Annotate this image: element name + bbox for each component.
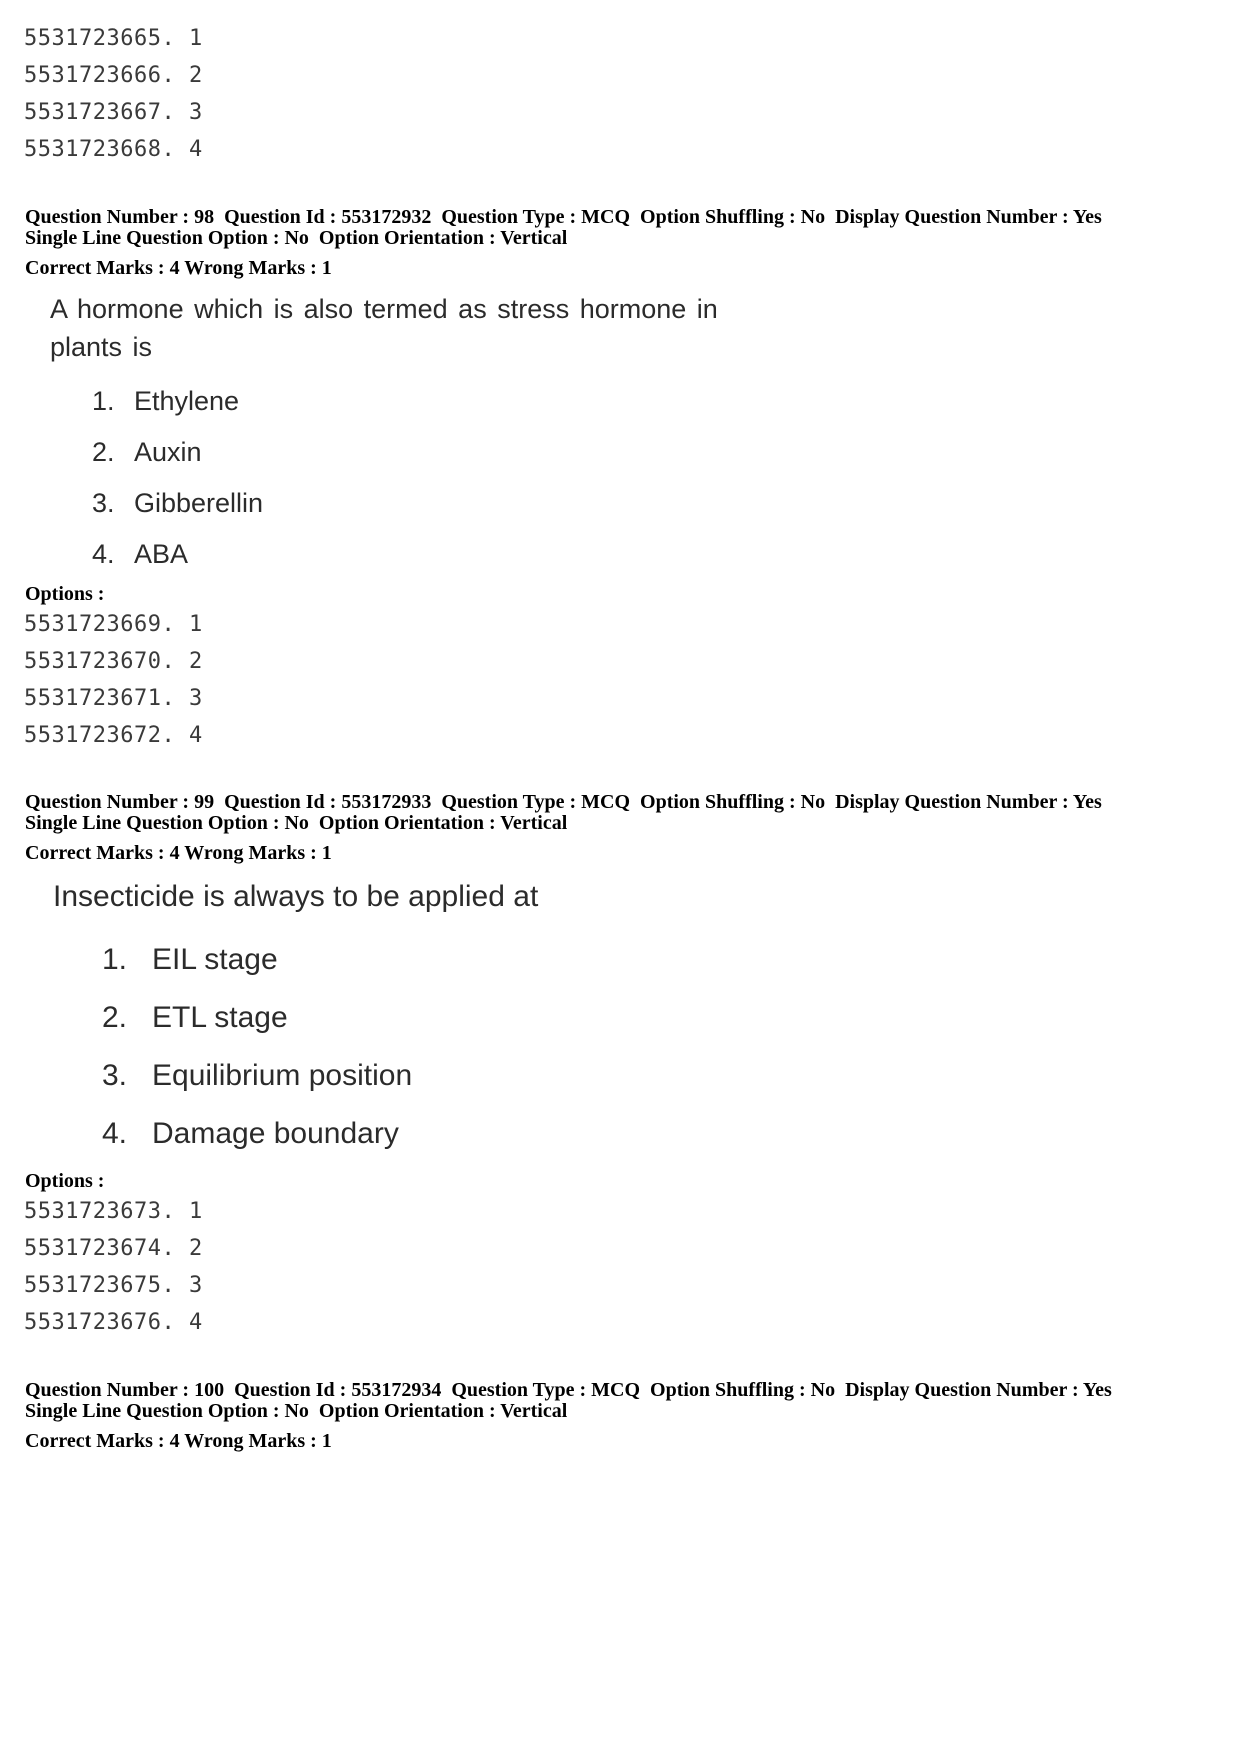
option-id-line: 5531723667. 3 bbox=[24, 100, 203, 125]
choice-text: Gibberellin bbox=[134, 488, 264, 518]
q99-choice bbox=[102, 931, 753, 989]
q98-choice-list bbox=[92, 376, 770, 580]
q99-choice bbox=[102, 1047, 753, 1105]
choice-number: 3. bbox=[102, 1059, 128, 1092]
q99-options-label: Options : bbox=[25, 1170, 105, 1192]
q98-options bbox=[24, 606, 203, 754]
option-id-line: 5531723666. 2 bbox=[24, 63, 203, 88]
q98-choice bbox=[92, 478, 770, 529]
option-id-line: 5531723671. 3 bbox=[24, 686, 203, 711]
q99-choice bbox=[102, 989, 753, 1047]
option-id-line: 5531723676. 4 bbox=[24, 1310, 203, 1335]
choice-text: Auxin bbox=[134, 437, 202, 467]
q99-meta-line1: Question Number : 99 Question Id : 553172933 Question Type : MCQ Option Shuffling : No Display Question Number : Yes bbox=[25, 791, 1102, 813]
option-id-line: 5531723665. 1 bbox=[24, 26, 203, 51]
q98-choice bbox=[92, 427, 770, 478]
choice-text: Damage boundary bbox=[152, 1117, 399, 1150]
q98-choice bbox=[92, 529, 770, 580]
q100-marks: Correct Marks : 4 Wrong Marks : 1 bbox=[25, 1430, 332, 1452]
choice-text: ETL stage bbox=[152, 1001, 288, 1034]
q98-metadata bbox=[25, 207, 1102, 249]
q100-meta-line2: Single Line Question Option : No Option Orientation : Vertical bbox=[25, 1400, 568, 1422]
option-id-line: 5531723674. 2 bbox=[24, 1236, 203, 1261]
q99-choice-list bbox=[102, 931, 753, 1163]
choice-text: EIL stage bbox=[152, 943, 278, 976]
option-id-line: 5531723670. 2 bbox=[24, 649, 203, 674]
q100-meta-line1: Question Number : 100 Question Id : 553172934 Question Type : MCQ Option Shuffling : No Display Question Number : Yes bbox=[25, 1379, 1112, 1401]
q100-metadata bbox=[25, 1380, 1112, 1422]
q99-metadata bbox=[25, 792, 1102, 834]
q99-question-stem: Insecticide is always to be applied at bbox=[53, 880, 539, 913]
option-id-line: 5531723675. 3 bbox=[24, 1273, 203, 1298]
choice-number: 2. bbox=[92, 437, 115, 467]
choice-number: 2. bbox=[102, 1001, 128, 1034]
previous-question-options bbox=[24, 20, 203, 168]
q98-question-stem: A hormone which is also termed as stress hormone in plants is bbox=[50, 294, 718, 362]
choice-text: Ethylene bbox=[134, 386, 240, 416]
choice-number: 4. bbox=[102, 1117, 128, 1150]
q98-choice bbox=[92, 376, 770, 427]
q98-marks: Correct Marks : 4 Wrong Marks : 1 bbox=[25, 257, 332, 279]
choice-text: ABA bbox=[134, 539, 189, 569]
choice-number: 4. bbox=[92, 539, 115, 569]
option-id-line: 5531723673. 1 bbox=[24, 1199, 203, 1224]
q98-options-label: Options : bbox=[25, 583, 105, 605]
q99-marks: Correct Marks : 4 Wrong Marks : 1 bbox=[25, 842, 332, 864]
q98-meta-line2: Single Line Question Option : No Option Orientation : Vertical bbox=[25, 227, 568, 249]
q99-question-image bbox=[53, 875, 753, 1163]
choice-number: 1. bbox=[92, 386, 115, 416]
q99-meta-line2: Single Line Question Option : No Option Orientation : Vertical bbox=[25, 812, 568, 834]
choice-number: 3. bbox=[92, 488, 115, 518]
option-id-line: 5531723668. 4 bbox=[24, 137, 203, 162]
q99-choice bbox=[102, 1105, 753, 1163]
q98-question-image bbox=[50, 290, 770, 580]
choice-text: Equilibrium position bbox=[152, 1059, 413, 1092]
option-id-line: 5531723669. 1 bbox=[24, 612, 203, 637]
q99-options bbox=[24, 1193, 203, 1341]
choice-number: 1. bbox=[102, 943, 128, 976]
q98-meta-line1: Question Number : 98 Question Id : 553172932 Question Type : MCQ Option Shuffling : No Display Question Number : Yes bbox=[25, 206, 1102, 228]
option-id-line: 5531723672. 4 bbox=[24, 723, 203, 748]
